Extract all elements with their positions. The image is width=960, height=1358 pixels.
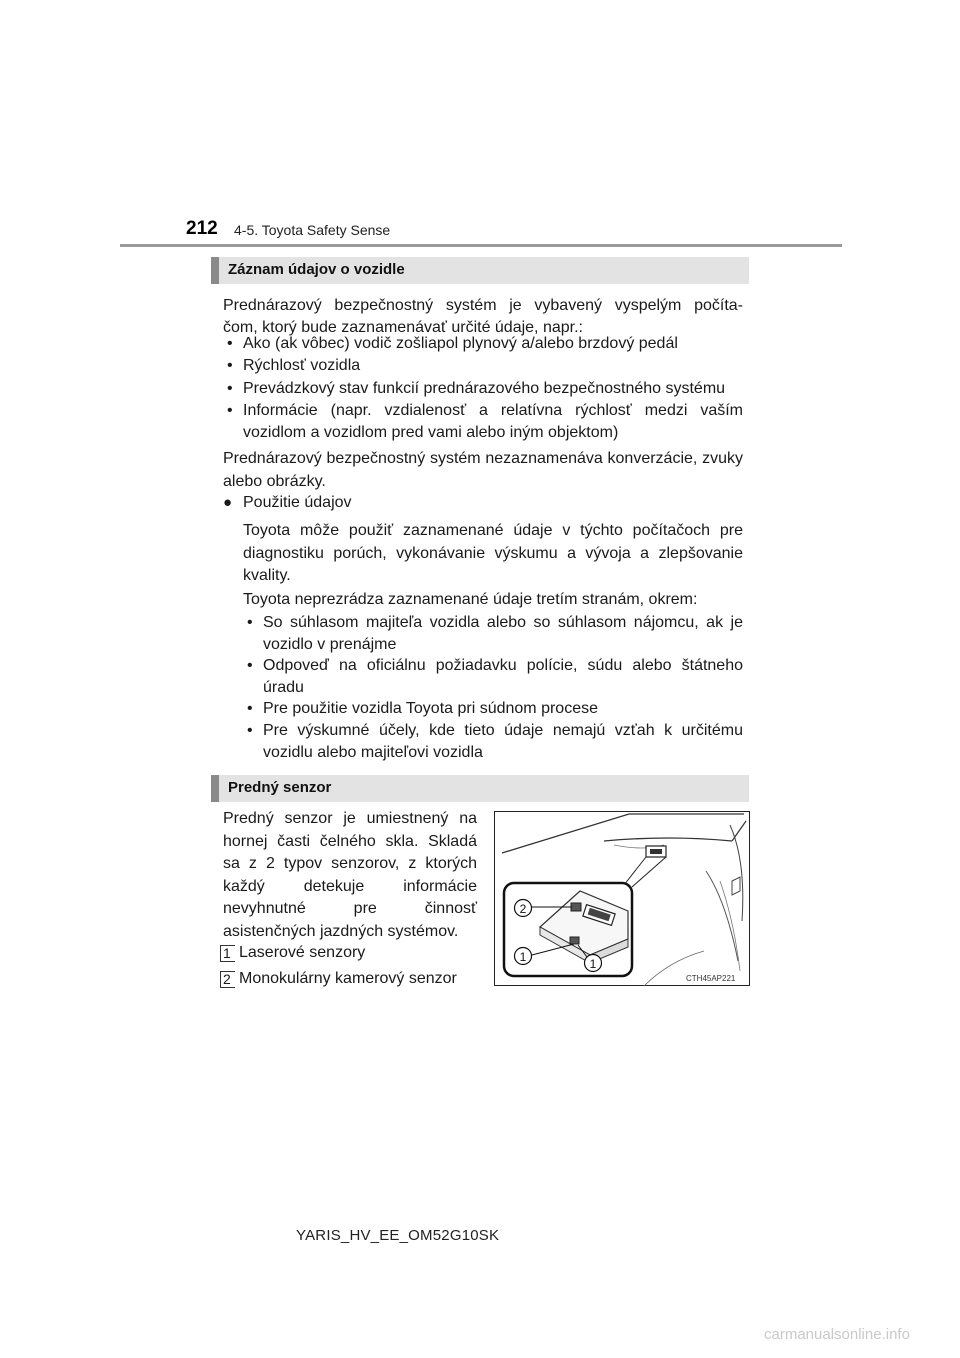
section-title: Predný senzor [228, 779, 332, 796]
list-item: • Informácie (napr. vzdialenosť a relatívna rýchlosť medzi vaším vozidlom a vozidlom pred vami alebo iným objektom) [227, 402, 743, 441]
list-item: • Pre výskumné účely, kde tieto údaje nemajú vzťah k určitému vozidlu alebo majiteľovi vozidla [247, 722, 743, 761]
callout-2: 2 [519, 902, 527, 916]
callout-number: 2 [220, 971, 235, 988]
figure-code: CTH45AP221 [686, 974, 736, 983]
list-item: • Odpoveď na oficiálnu požiadavku polície, súdu alebo štátneho úradu [247, 657, 743, 696]
disclosure-paragraph: Toyota neprezrádza zaznamenané údaje tretím stranám, okrem: [243, 591, 698, 608]
list-item: • Ako (ak vôbec) vodič zošliapol plynový a/alebo brzdový pedál [243, 333, 743, 355]
filled-circle-icon: ● [223, 494, 233, 511]
front-sensor-paragraph: Predný senzor je umiestnený na hornej časti čelného skla. Skladá sa z 2 typov senzorov, z ktorých každý detekuje informácie nevyhnutné pre činnosť asistenčných jazdných systémov. [223, 810, 477, 940]
bullet-icon: • [247, 722, 253, 739]
list-item: • So súhlasom majiteľa vozidla alebo so súhlasom nájomcu, ak je vozidlo v prenájme [247, 614, 743, 653]
intro-line-1: Prednárazový bezpečnostný systém je vybavený vyspelým počíta- [223, 297, 743, 314]
bullet-icon: • [247, 700, 253, 717]
bullet-icon: • [227, 402, 233, 419]
front-sensor-illustration [494, 811, 750, 986]
watermark: carmanualsonline.info [764, 1326, 910, 1343]
section-heading-front-sensor [211, 775, 749, 802]
laser-sensor-label: Laserové senzory [239, 944, 366, 961]
callout-number: 1 [220, 945, 235, 962]
header-divider [120, 244, 842, 247]
list-item: • Rýchlosť vozidla [243, 355, 743, 377]
camera-sensor-label: Monokulárny kamerový senzor [239, 970, 457, 987]
list-item: • Pre použitie vozidla Toyota pri súdnom procese [263, 698, 743, 720]
chapter-title: 4-5. Toyota Safety Sense [234, 222, 391, 238]
bullet-icon: • [227, 380, 233, 397]
page-number: 212 [186, 218, 218, 239]
intro-line-2: čom, ktorý bude zaznamenávať určité údaje, napr.: [223, 319, 583, 336]
section-title: Záznam údajov o vozidle [228, 261, 405, 278]
section-heading-vehicle-data [211, 257, 749, 284]
document-code: YARIS_HV_EE_OM52G10SK [296, 1227, 500, 1244]
callout-1: 1 [519, 950, 527, 964]
callout-1b: 1 [589, 957, 597, 971]
no-recording-paragraph: Prednárazový bezpečnostný systém nezaznamenáva konverzácie, zvuky alebo obrázky. [223, 450, 743, 490]
bullet-icon: • [227, 335, 233, 352]
list-item: • Prevádzkový stav funkcií prednárazového bezpečnostného systému [243, 378, 743, 400]
bullet-icon: • [247, 614, 253, 631]
data-usage-paragraph: Toyota môže použiť zaznamenané údaje v týchto počítačoch pre diagnostiku porúch, vykonávanie výskumu a vývoja a zlepšovanie kvality. [243, 522, 743, 584]
bullet-icon: • [227, 357, 233, 374]
bullet-icon: • [247, 657, 253, 674]
